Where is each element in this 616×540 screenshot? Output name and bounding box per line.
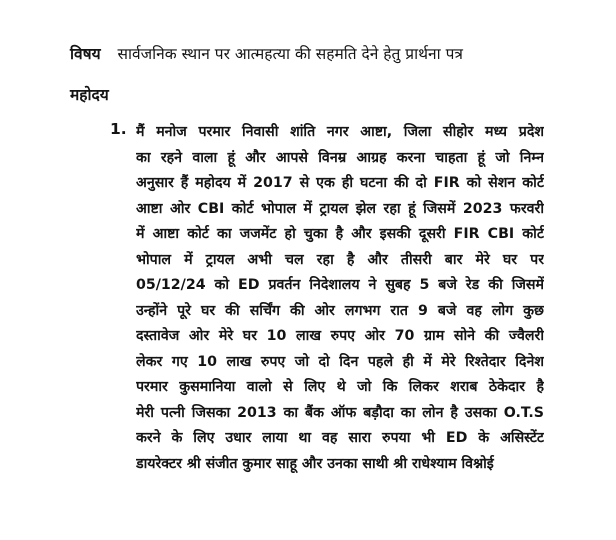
item-number: 1. bbox=[110, 120, 127, 138]
text-line: 05/12/24 को ED प्रवर्तन निदेशालय ने सुबह 5 बजे रेड की जिसमें bbox=[136, 277, 544, 293]
text-line: डायरेक्टर श्री संजीत कुमार साहू और उनका साथी श्री राधेश्याम विश्नोई bbox=[136, 455, 494, 472]
text-line: का रहने वाला हूं और आपसे विनम्र आग्रह करना चाहता हूं जो निम्न bbox=[136, 149, 544, 166]
text-line: अनुसार हैं महोदय में 2017 से एक ही घटना की दो FIR को सेशन कोर्ट bbox=[136, 175, 544, 191]
paragraph-body bbox=[136, 120, 544, 477]
text-line: दस्तावेज ओर मेरे घर 10 लाख रुपए ओर 70 ग्राम सोने की ज्वैलरी bbox=[136, 328, 544, 344]
text-line: लेकर गए 10 लाख रुपए जो दो दिन पहले ही में मेरे रिश्तेदार दिनेश bbox=[136, 353, 544, 370]
text-line: उन्होंने पूरे घर की सर्चिंग की ओर लगभग रात 9 बजे वह लोग कुछ bbox=[136, 302, 544, 319]
text-line: परमार कुसमानिया वालो से लिए थे जो कि लिकर शराब ठेकेदार है bbox=[136, 379, 544, 395]
subject-text: सार्वजनिक स्थान पर आत्महत्या की सहमति देने हेतु प्रार्थना पत्र bbox=[117, 45, 463, 63]
salutation: महोदय bbox=[70, 86, 109, 104]
text-line: मेरी पत्नी जिसका 2013 का बैंक ऑफ बड़ौदा का लोन है उसका O.T.S bbox=[136, 404, 544, 421]
subject-line bbox=[70, 42, 463, 64]
text-line: भोपाल में ट्रायल अभी चल रहा है और तीसरी बार मेरे घर पर bbox=[136, 251, 544, 268]
text-line: मैं मनोज परमार निवासी शांति नगर आष्टा, जिला सीहोर मध्य प्रदेश bbox=[136, 124, 544, 140]
text-line: आष्टा ओर CBI कोर्ट भोपाल में ट्रायल झेल रहा हूं जिसमें 2023 फरवरी bbox=[136, 200, 544, 217]
text-line: में आष्टा कोर्ट का जजमेंट हो चुका है और इसकी दूसरी FIR CBI कोर्ट bbox=[136, 226, 544, 242]
text-line: करने के लिए उधार लाया था वह सारा रुपया भी ED के असिस्टेंट bbox=[136, 430, 544, 446]
subject-label: विषय bbox=[70, 45, 101, 63]
